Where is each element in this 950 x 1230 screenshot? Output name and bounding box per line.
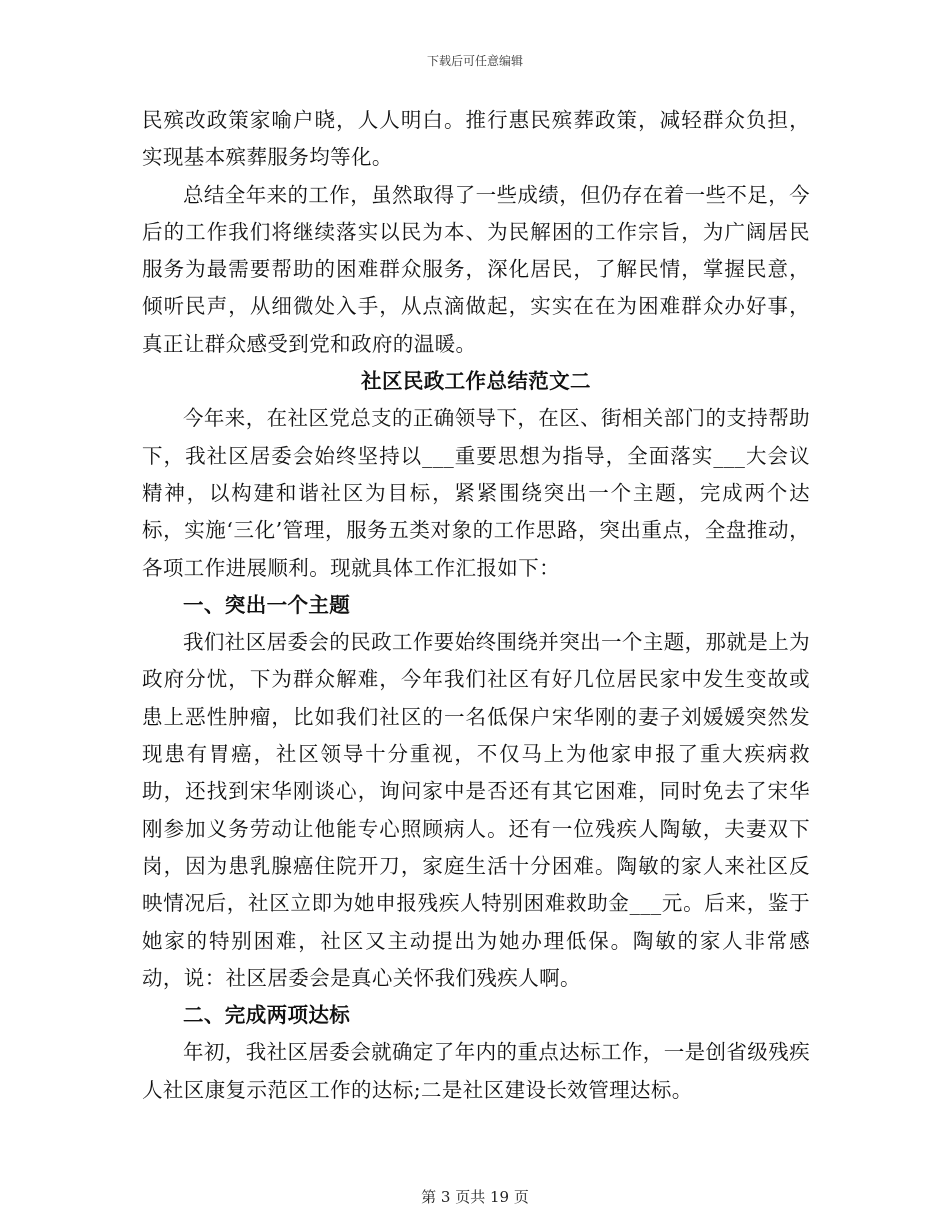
- paragraph-continued: 民殡改政策家喻户晓，人人明白。推行惠民殡葬政策，减轻群众负担，实现基本殡葬服务均等化。: [142, 108, 810, 170]
- page-footer: 第 3 页共 19 页: [421, 1188, 529, 1206]
- document-body: [142, 102, 810, 1109]
- paragraph-intro: 今年来，在社区党总支的正确领导下，在区、街相关部门的支持帮助下，我社区居委会始终坚持以___重要思想为指导，全面落实___大会议精神，以构建和谐社区为目标，紧紧围绕突出一个主题，完成两个达标，实施‘三化’管理，服务五类对象的工作思路，突出重点，全盘推动，各项工作进展顺利。现就具体工作汇报如下：: [142, 406, 810, 580]
- section-title: 社区民政工作总结范文二: [361, 369, 591, 394]
- page-header: 下载后可任意编辑: [426, 54, 523, 68]
- heading-two: 二、完成两项达标: [183, 1003, 351, 1028]
- paragraph-summary: 总结全年来的工作，虽然取得了一些成绩，但仍存在着一些不足，今后的工作我们将继续落实以民为本、为民解困的工作宗旨，为广阔居民服务为最需要帮助的困难群众服务，深化居民，了解民情，掌握民意，倾听民声，从细微处入手，从点滴做起，实实在在为困难群众办好事，真正让群众感受到党和政府的温暖。: [142, 182, 810, 356]
- heading-one: 一、突出一个主题: [183, 592, 351, 617]
- paragraph-theme: 我们社区居委会的民政工作要始终围绕并突出一个主题，那就是上为政府分忧，下为群众解难，今年我们社区有好几位居民家中发生变故或患上恶性肿瘤，比如我们社区的一名低保户宋华刚的妻子刘媛媛突然发现患有胃癌，社区领导十分重视，不仅马上为他家申报了重大疾病救助，还找到宋华刚谈心，询问家中是否还有其它困难，同时免去了宋华刚参加义务劳动让他能专心照顾病人。还有一位残疾人陶敏，夫妻双下岗，因为患乳腺癌住院开刀，家庭生活十分困难。陶敏的家人来社区反映情况后，社区立即为她申报残疾人特别困难救助金___元。后来，鉴于她家的特别困难，社区又主动提出为她办理低保。陶敏的家人非常感动，说：社区居委会是真心关怀我们残疾人啊。: [142, 630, 810, 990]
- paragraph-standards: 年初，我社区居委会就确定了年内的重点达标工作，一是创省级残疾人社区康复示范区工作的达标;二是社区建设长效管理达标。: [142, 1040, 810, 1102]
